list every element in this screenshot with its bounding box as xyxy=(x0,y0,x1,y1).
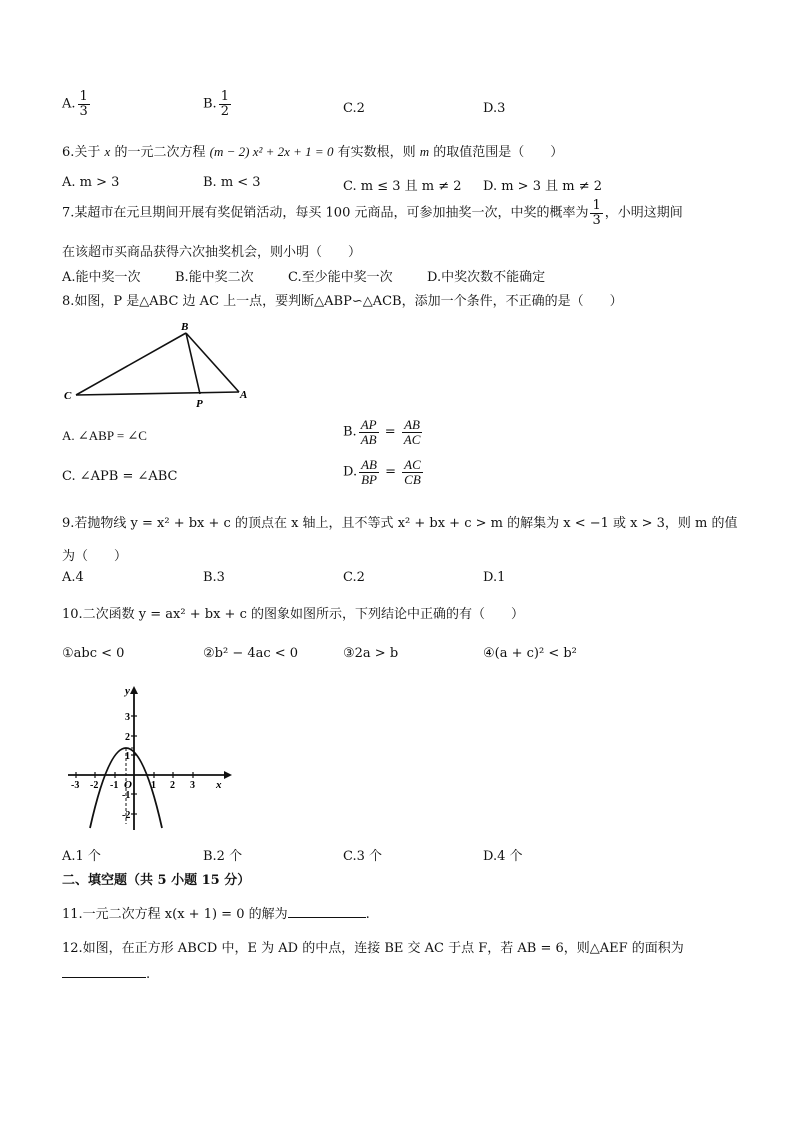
q5-option-c: C.2 xyxy=(343,101,365,116)
q9-option-c: C.2 xyxy=(343,570,365,585)
x-axis-arrow-icon xyxy=(224,771,232,779)
y-axis-arrow-icon xyxy=(130,686,138,694)
y-tick-label: 1 xyxy=(125,751,130,762)
q10-statement-3: ③2a > b xyxy=(343,646,399,661)
side-cb xyxy=(76,333,186,395)
segment-bp xyxy=(186,333,200,394)
q9-option-b: B.3 xyxy=(203,570,225,585)
fraction: $\frac{AB}{BP}$ xyxy=(361,457,377,487)
q5-option-d: D.3 xyxy=(483,101,506,116)
q6-option-b: B. m < 3 xyxy=(203,175,261,190)
q10-option-a: A.1 个 xyxy=(62,849,101,864)
q8-option-a: A. ∠ABP = ∠C xyxy=(62,428,147,443)
q10-statement-4: ④(a + c)² < b² xyxy=(483,646,577,661)
x-tick-label: -2 xyxy=(90,780,99,791)
fraction: $\frac{AP}{AB}$ xyxy=(360,417,377,447)
origin-label: O xyxy=(124,779,132,791)
x-tick-label: -1 xyxy=(110,780,119,791)
q9-stem-line1: 9.若抛物线 y = x² + bx + c 的顶点在 x 轴上，且不等式 x² + bx + c > m 的解集为 x < −1 或 x > 3，则 m 的值 xyxy=(62,516,738,531)
q9-stem-line2: 为（ ） xyxy=(62,549,128,564)
q6-option-c: C. m ≤ 3 且 m ≠ 2 xyxy=(343,179,462,194)
q10-statement-2: ②b² − 4ac < 0 xyxy=(203,646,299,661)
q8-option-b: B. $\frac{AP}{AB}$ = $\frac{AB}{AC}$ xyxy=(343,417,421,447)
label-a: A xyxy=(240,389,248,401)
answer-blank[interactable] xyxy=(288,903,366,918)
q6-option-d: D. m > 3 且 m ≠ 2 xyxy=(483,179,602,194)
fraction: $\frac{AB}{AC}$ xyxy=(403,417,421,447)
q7-stem-line1: 7.某超市在元旦期间开展有奖促销活动，每买 100 元商品，可参加抽奖一次，中奖的概率为 $\frac{1}{3}$ ，小明这期间 xyxy=(62,198,683,228)
q7-option-b: B.能中奖二次 xyxy=(175,270,254,285)
q10-option-d: D.4 个 xyxy=(483,849,523,864)
q9-option-d: D.1 xyxy=(483,570,506,585)
fraction: $\frac{1}{3}$ xyxy=(592,198,601,228)
x-tick-label: 2 xyxy=(170,780,175,791)
label-c: C xyxy=(64,390,72,402)
q9-option-a: A.4 xyxy=(62,570,84,585)
label-p: P xyxy=(196,398,203,410)
q10-statement-1: ①abc < 0 xyxy=(62,646,125,661)
q8-stem: 8.如图，P 是△ABC 边 AC 上一点，要判断△ABP∽△ACB，添加一个条件，不正确的是（ ） xyxy=(62,294,623,309)
q8-triangle-figure xyxy=(62,318,262,410)
section-title: 二、填空题（共 5 小题 15 分） xyxy=(62,873,251,888)
q6-option-a: A. m > 3 xyxy=(62,175,120,190)
q12-stem-line1: 12.如图，在正方形 ABCD 中，E 为 AD 的中点，连接 BE 交 AC 于点 F，若 AB = 6，则△AEF 的面积为 xyxy=(62,941,684,956)
y-tick-label: -1 xyxy=(122,790,131,801)
side-ba xyxy=(186,333,239,392)
q7-stem-line2: 在该超市买商品获得六次抽奖机会，则小明（ ） xyxy=(62,245,362,260)
q10-stem: 10.二次函数 y = ax² + bx + c 的图象如图所示，下列结论中正确的有（ ） xyxy=(62,607,524,622)
x-tick-label: 3 xyxy=(190,780,195,791)
y-tick-label: -2 xyxy=(122,810,131,821)
x-axis-label: x xyxy=(216,779,222,791)
q11-stem: 11.一元二次方程 x(x + 1) = 0 的解为 . xyxy=(62,903,370,922)
x-tick-label: 1 xyxy=(151,780,156,791)
x-tick-label: -3 xyxy=(71,780,80,791)
q12-answer-line: . xyxy=(62,963,150,982)
fraction: $\frac{1}{3}$ xyxy=(79,89,88,119)
q10-option-c: C.3 个 xyxy=(343,849,383,864)
fraction: $\frac{1}{2}$ xyxy=(220,89,229,119)
q10-parabola-graph xyxy=(62,682,242,832)
side-ca xyxy=(76,392,239,395)
y-tick-label: 2 xyxy=(125,732,130,743)
q5-option-b: B. $\frac{1}{2}$ xyxy=(203,89,229,119)
q10-option-b: B.2 个 xyxy=(203,849,243,864)
q8-option-d: D. $\frac{AB}{BP}$ = $\frac{AC}{CB}$ xyxy=(343,457,421,487)
q7-option-d: D.中奖次数不能确定 xyxy=(427,270,546,285)
y-tick-label: 3 xyxy=(125,712,130,723)
answer-blank[interactable] xyxy=(62,963,146,978)
q8-option-c: C. ∠APB = ∠ABC xyxy=(62,469,178,484)
q7-option-c: C.至少能中奖一次 xyxy=(288,270,393,285)
q6-stem: 6.关于 x 的一元二次方程 (m − 2) x² + 2x + 1 = 0 有实数根，则 m 的取值范围是（ ） xyxy=(62,144,564,160)
q7-option-a: A.能中奖一次 xyxy=(62,270,141,285)
label-b: B xyxy=(181,321,189,333)
q5-option-a: A. $\frac{1}{3}$ xyxy=(62,89,88,119)
y-axis-label: y xyxy=(125,685,130,697)
fraction: $\frac{AC}{CB}$ xyxy=(404,457,421,487)
